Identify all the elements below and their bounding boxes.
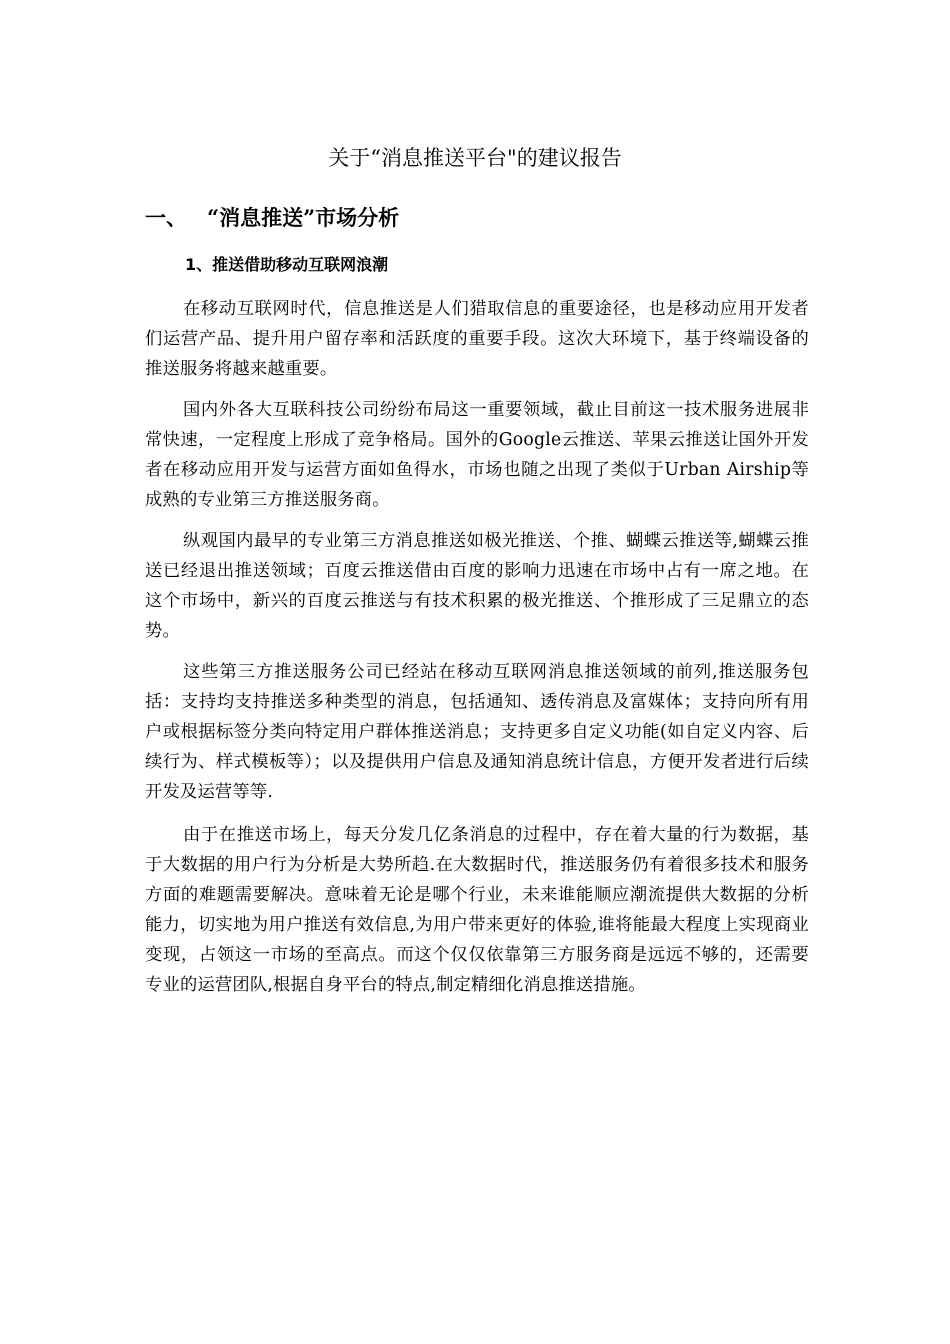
body-text [145, 294, 809, 1011]
section-heading [145, 200, 805, 236]
paragraph-3: 纵观国内最早的专业第三方消息推送如极光推送、个推、蝴蝶云推送等,蝴蝶云推送已经退出推送领域；百度云推送借由百度的影响力迅速在市场中占有一席之地。在这个市场中，新兴的百度云推送与有技术积累的极光推送、个推形成了三足鼎立的态势。 [145, 531, 809, 641]
document-title: 关于“消息推送平台"的建议报告 [328, 146, 622, 170]
paragraph-1: 在移动互联网时代，信息推送是人们猎取信息的重要途径，也是移动应用开发者们运营产品、提升用户留存率和活跃度的重要手段。这次大环境下，基于终端设备的推送服务将越来越重要。 [145, 299, 809, 379]
paragraph-4: 这些第三方推送服务公司已经站在移动互联网消息推送领域的前列,推送服务包括：支持均支持推送多种类型的消息，包括通知、透传消息及富媒体；支持向所有用户或根据标签分类向特定用户群体推送消息；支持更多自定义功能(如自定义内容、后续行为、样式模板等）；以及提供用户信息及通知消息统计信息，方便开发者进行后续开发及运营等等. [145, 662, 809, 802]
section-number: 一、 [145, 205, 187, 230]
paragraph-2: 国内外各大互联科技公司纷纷布局这一重要领域，截止目前这一技术服务进展非常快速，一定程度上形成了竞争格局。国外的Google云推送、苹果云推送让国外开发者在移动应用开发与运营方面如鱼得水，市场也随之出现了类似于Urban Airship等成熟的专业第三方推送服务商。 [145, 400, 809, 510]
subsection-heading: 1、推送借助移动互联网浪潮 [185, 255, 389, 274]
section-title: “消息推送”市场分析 [207, 205, 400, 230]
paragraph-5: 由于在推送市场上，每天分发几亿条消息的过程中，存在着大量的行为数据，基于大数据的用户行为分析是大势所趋.在大数据时代，推送服务仍有着很多技术和服务方面的难题需要解决。意味着无论是哪个行业，未来谁能顺应潮流提供大数据的分析能力，切实地为用户推送有效信息,为用户带来更好的体验,谁将能最大程度上实现商业变现，占领这一市场的至高点。而这个仅仅依靠第三方服务商是远远不够的，还需要专业的运营团队,根据自身平台的特点,制定精细化消息推送措施。 [145, 825, 809, 995]
